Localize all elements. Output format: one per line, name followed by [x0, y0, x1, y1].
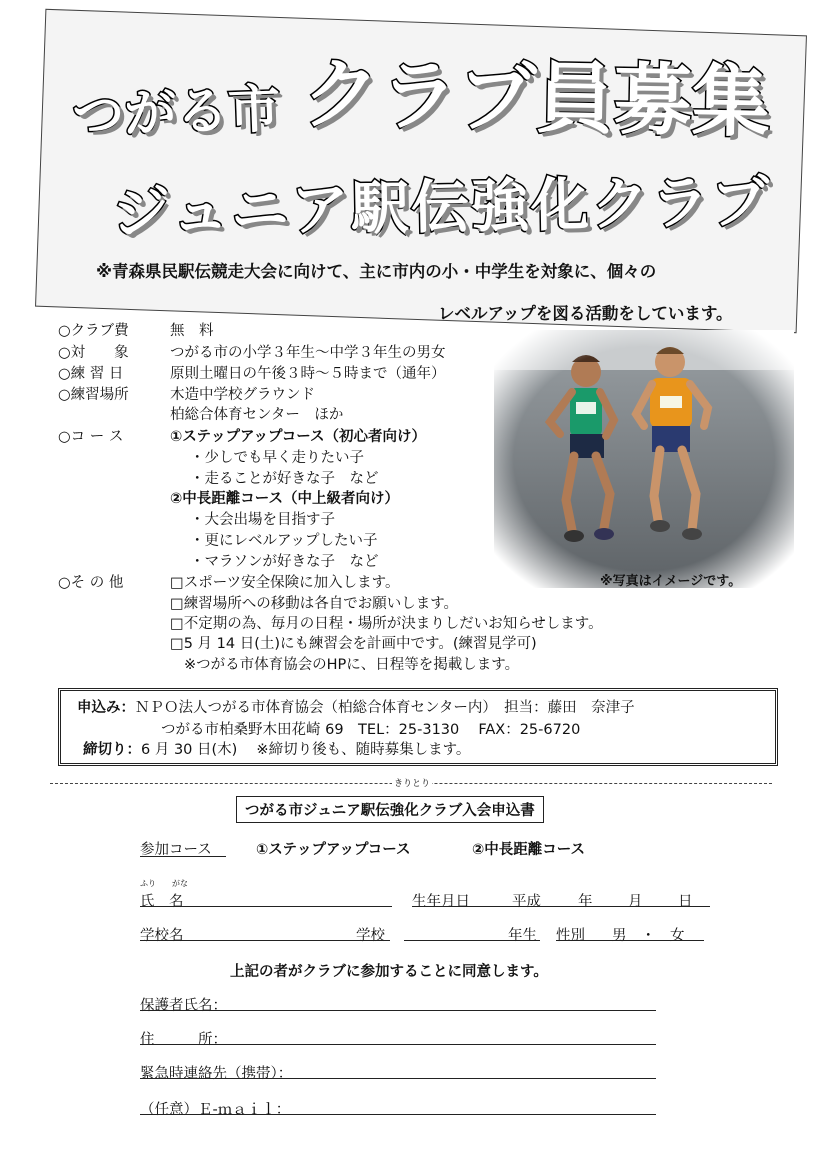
guardian-field[interactable] [140, 1010, 656, 1011]
gender-options[interactable]: 男 ・ 女 [612, 928, 685, 944]
deadline-label: 締切り： [83, 742, 141, 758]
place-row [58, 386, 315, 404]
apply-line-1 [77, 696, 635, 717]
deadline-value: 6 月 30 日(木) ※締切り後も、随時募集します。 [141, 742, 471, 758]
course-option-2[interactable]: ②中長距離コース [472, 842, 586, 858]
photo-caption: ※写真はイメージです。 [600, 574, 742, 589]
other-item: □5 月 14 日(土)にも練習会を計画中です。(練習見学可) [170, 636, 537, 652]
name-field-label: 氏 名 [140, 894, 184, 910]
runners-photo [494, 330, 794, 588]
birth-year-unit: 年 [578, 894, 593, 910]
place-value: 木造中学校グラウンド [170, 387, 315, 403]
school-suffix: 学校 [356, 928, 385, 944]
target-value: つがる市の小学３年生～中学３年生の男女 [170, 345, 446, 361]
course-option-1[interactable]: ①ステップアップコース [256, 842, 411, 858]
course-field-label: 参加コース [140, 842, 212, 858]
course1-title: ①ステップアップコース（初心者向け） [170, 429, 427, 445]
gender-label: 性別 [556, 928, 585, 944]
course-label-underline [140, 856, 226, 857]
fee-value: 無 料 [170, 323, 214, 339]
birth-day-unit: 日 [678, 894, 693, 910]
fee-row [58, 322, 214, 340]
consent-text: 上記の者がクラブに参加することに同意します。 [230, 964, 548, 980]
birth-field-label: 生年月日 [412, 894, 470, 910]
application-info-box [58, 688, 778, 766]
other-item: □練習場所への移動は各自でお願いします。 [170, 596, 459, 612]
recruit-title: クラブ員募集 [301, 49, 771, 149]
course1-item: ・走ることが好きな子 など [190, 471, 379, 487]
lead-text-line1: ※青森県民駅伝競走大会に向けて、主に市内の小・中学生を対象に、個々の [96, 262, 657, 281]
email-label: （任意）Ｅ-ｍａｉｌ： [140, 1102, 291, 1118]
guardian-label: 保護者氏名： [140, 998, 227, 1014]
furigana-label: ふり がな [140, 879, 188, 888]
birth-date-field[interactable] [412, 906, 710, 907]
other-item: □不定期の為、毎月の日程・場所が決まりしだいお知らせします。 [170, 616, 603, 632]
emergency-field[interactable] [140, 1078, 656, 1079]
other-item: □スポーツ安全保険に加入します。 [170, 575, 400, 591]
practice-day-label: ○練 習 日 [58, 366, 124, 382]
school-field[interactable] [140, 940, 390, 941]
course-label: ○コ ー ス [58, 429, 124, 445]
address-field[interactable] [140, 1044, 656, 1045]
birth-month-unit: 月 [628, 894, 643, 910]
apply-org: ＮＰＯ法人つがる市体育協会（柏総合体育センター内） 担当：藤田 奈津子 [135, 700, 635, 716]
emergency-label: 緊急時連絡先（携帯）： [140, 1066, 293, 1082]
target-label: ○対 象 [58, 345, 129, 361]
name-field[interactable] [140, 906, 392, 907]
course1-item: ・少しでも早く走りたい子 [190, 450, 364, 466]
course2-title: ②中長距離コース（中上級者向け） [170, 491, 400, 507]
course-row [58, 428, 426, 446]
apply-address: つがる市柏桑野木田花崎 69 TEL：25-3130 FAX：25-6720 [161, 722, 581, 738]
form-title: つがる市ジュニア駅伝強化クラブ入会申込書 [236, 796, 544, 823]
email-field[interactable] [140, 1114, 656, 1115]
cut-label: きりとり [392, 776, 432, 789]
place-label: ○練習場所 [58, 387, 129, 403]
other-label: ○そ の 他 [58, 575, 124, 591]
target-row [58, 344, 446, 362]
course2-item: ・更にレベルアップしたい子 [190, 533, 378, 549]
other-note: ※つがる市体育協会のHPに、日程等を掲載します。 [184, 657, 520, 673]
course2-item: ・大会出場を目指す子 [190, 512, 335, 528]
apply-label: 申込み： [77, 700, 135, 716]
apply-line-3 [83, 738, 470, 759]
address-label: 住 所： [140, 1032, 227, 1048]
fee-label: ○クラブ費 [58, 323, 129, 339]
grade-field[interactable] [404, 940, 540, 941]
school-name-label: 学校名 [140, 928, 184, 944]
grade-suffix: 年生 [508, 928, 537, 944]
place-value-2: 柏総合体育センター ほか [170, 407, 344, 423]
lead-text-line2: レベルアップを図る活動をしています。 [438, 304, 733, 323]
practice-day-row [58, 365, 446, 383]
practice-day-value: 原則土曜日の午後３時～５時まで（通年） [170, 366, 446, 382]
club-name-title: ジュニア駅伝強化クラブ [111, 167, 772, 247]
birth-era: 平成 [512, 894, 541, 910]
other-row [58, 574, 399, 592]
gender-field [556, 940, 704, 941]
city-title: つがる市 [71, 79, 282, 147]
course2-item: ・マラソンが好きな子 など [190, 554, 379, 570]
